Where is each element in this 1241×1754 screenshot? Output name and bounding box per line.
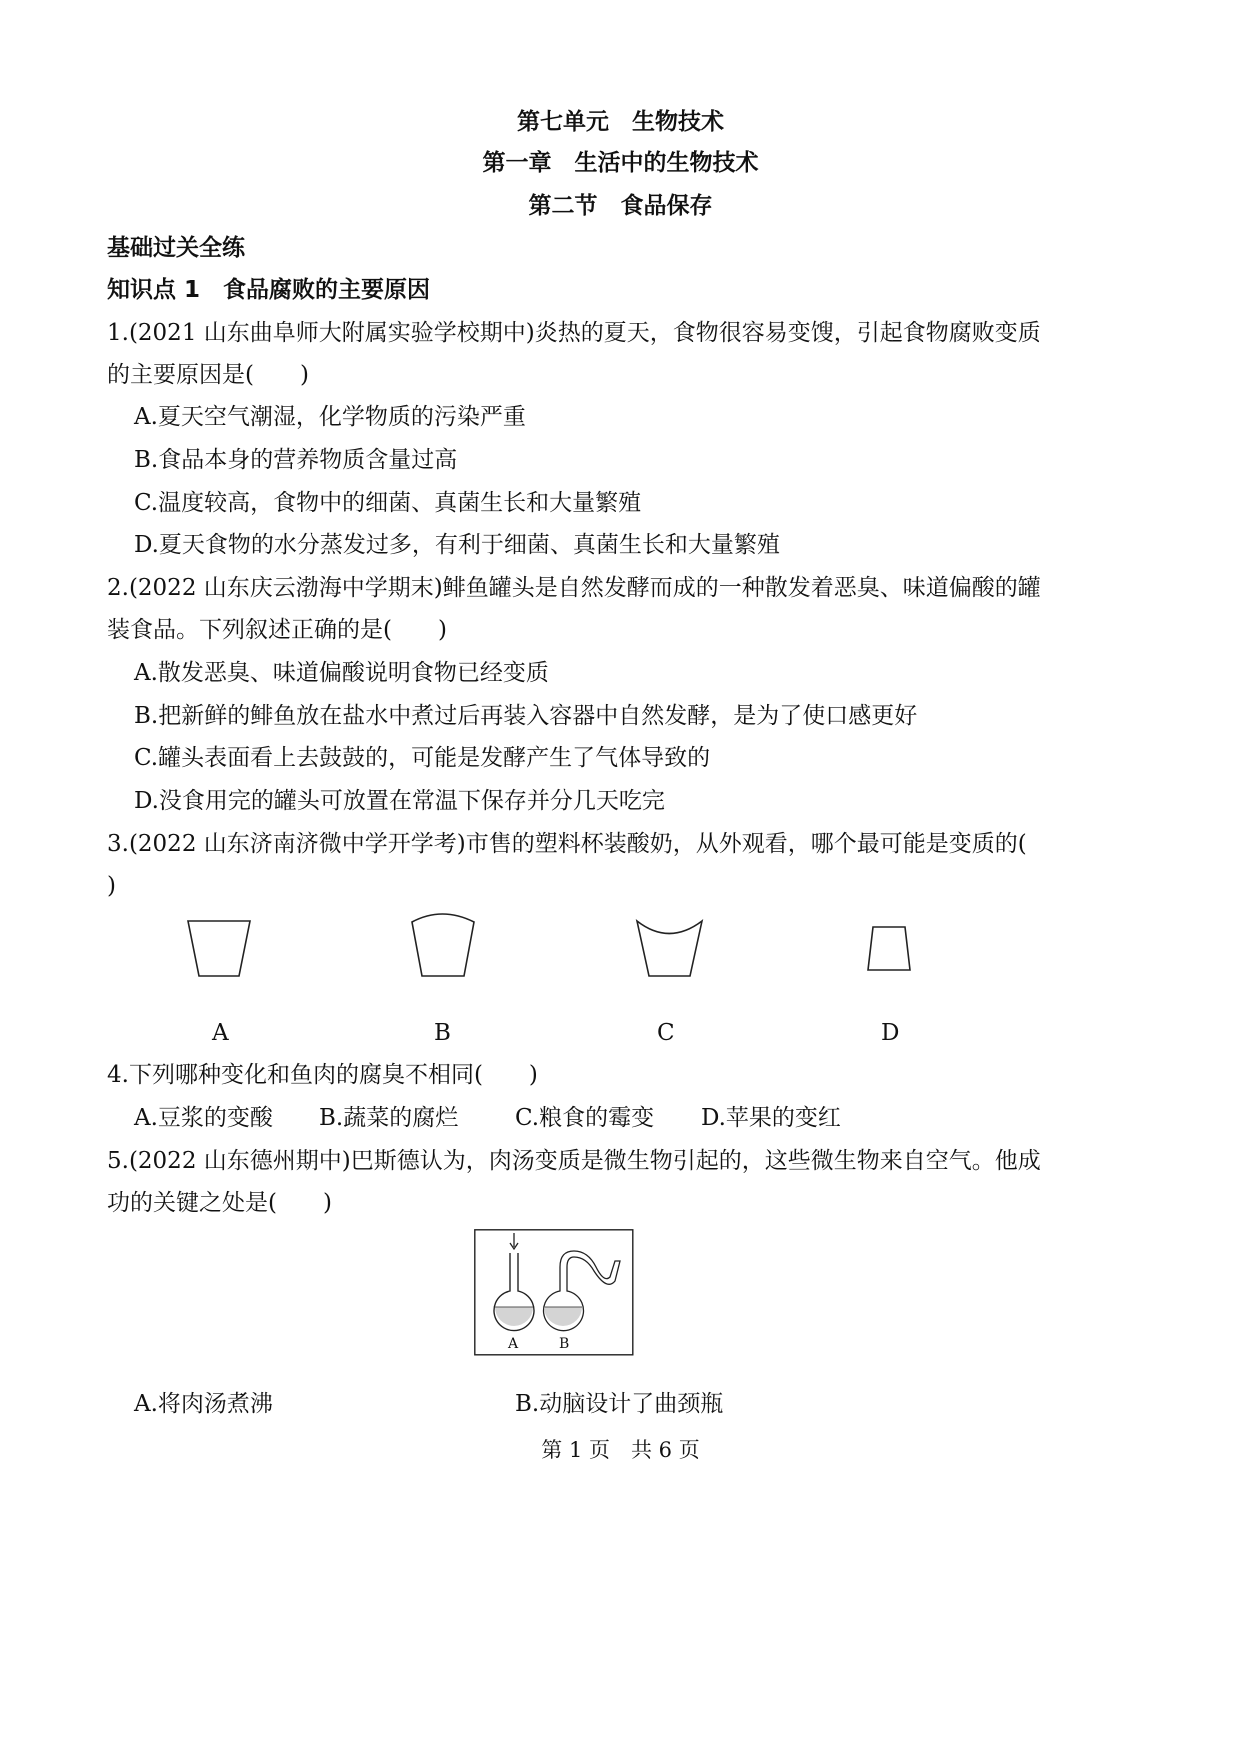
q1-option-a: A.夏天空气潮湿，化学物质的污染严重 [134, 404, 526, 430]
pasteur-flask-figure [474, 1229, 634, 1356]
q2-option-b: B.把新鲜的鲱鱼放在盐水中煮过后再装入容器中自然发酵，是为了使口感更好 [134, 703, 918, 729]
q2-stem-line2: 装食品。下列叙述正确的是( ) [107, 617, 447, 643]
q5-option-b: B.动脑设计了曲颈瓶 [515, 1391, 724, 1417]
q1-option-c: C.温度较高，食物中的细菌、真菌生长和大量繁殖 [134, 490, 642, 516]
q2-stem-line1: 2.(2022 山东庆云渤海中学期末)鲱鱼罐头是自然发酵而成的一种散发着恶臭、味道偏酸的罐 [107, 575, 1041, 601]
q4-option-c: C.粮食的霉变 [515, 1105, 655, 1131]
q4-option-d: D.苹果的变红 [701, 1105, 841, 1131]
practice-heading: 基础过关全练 [107, 235, 245, 261]
q2-option-d: D.没食用完的罐头可放置在常温下保存并分几天吃完 [134, 788, 665, 814]
q1-option-b: B.食品本身的营养物质含量过高 [134, 447, 458, 473]
q3-stem-line2: ) [107, 873, 116, 899]
cup-label-a: A [212, 1020, 229, 1046]
q4-option-b: B.蔬菜的腐烂 [319, 1105, 459, 1131]
q5-option-a: A.将肉汤煮沸 [134, 1391, 273, 1417]
page-footer: 第 1 页 共 6 页 [541, 1438, 700, 1462]
section-title: 第二节 食品保存 [528, 193, 713, 219]
yogurt-cup-c-figure [634, 918, 706, 980]
yogurt-cup-b-figure [408, 910, 478, 980]
yogurt-cup-d-figure [865, 924, 913, 974]
q1-stem-line2: 的主要原因是( ) [107, 362, 309, 388]
q1-option-d: D.夏天食物的水分蒸发过多，有利于细菌、真菌生长和大量繁殖 [134, 532, 780, 558]
unit-title: 第七单元 生物技术 [517, 109, 724, 135]
q4-stem: 4.下列哪种变化和鱼肉的腐臭不相同( ) [107, 1062, 538, 1088]
cup-label-b: B [434, 1020, 451, 1046]
q5-stem-line1: 5.(2022 山东德州期中)巴斯德认为，肉汤变质是微生物引起的，这些微生物来自空气。他成 [107, 1148, 1041, 1174]
knowledge-point-heading: 知识点 1 食品腐败的主要原因 [107, 277, 431, 303]
q4-option-a: A.豆浆的变酸 [134, 1105, 273, 1131]
q3-stem-line1: 3.(2022 山东济南济微中学开学考)市售的塑料杯装酸奶，从外观看，哪个最可能是变质的( [107, 831, 1027, 857]
q1-stem-line1: 1.(2021 山东曲阜师大附属实验学校期中)炎热的夏天，食物很容易变馊，引起食物腐败变质 [107, 320, 1041, 346]
flask-label-a: A [508, 1336, 519, 1352]
yogurt-cup-a-figure [185, 918, 255, 980]
cup-label-c: C [657, 1020, 675, 1046]
q5-stem-line2: 功的关键之处是( ) [107, 1190, 332, 1216]
chapter-title: 第一章 生活中的生物技术 [482, 150, 759, 176]
cup-label-d: D [881, 1020, 900, 1046]
flask-label-b: B [559, 1336, 570, 1352]
q2-option-a: A.散发恶臭、味道偏酸说明食物已经变质 [134, 660, 549, 686]
q2-option-c: C.罐头表面看上去鼓鼓的，可能是发酵产生了气体导致的 [134, 745, 711, 771]
